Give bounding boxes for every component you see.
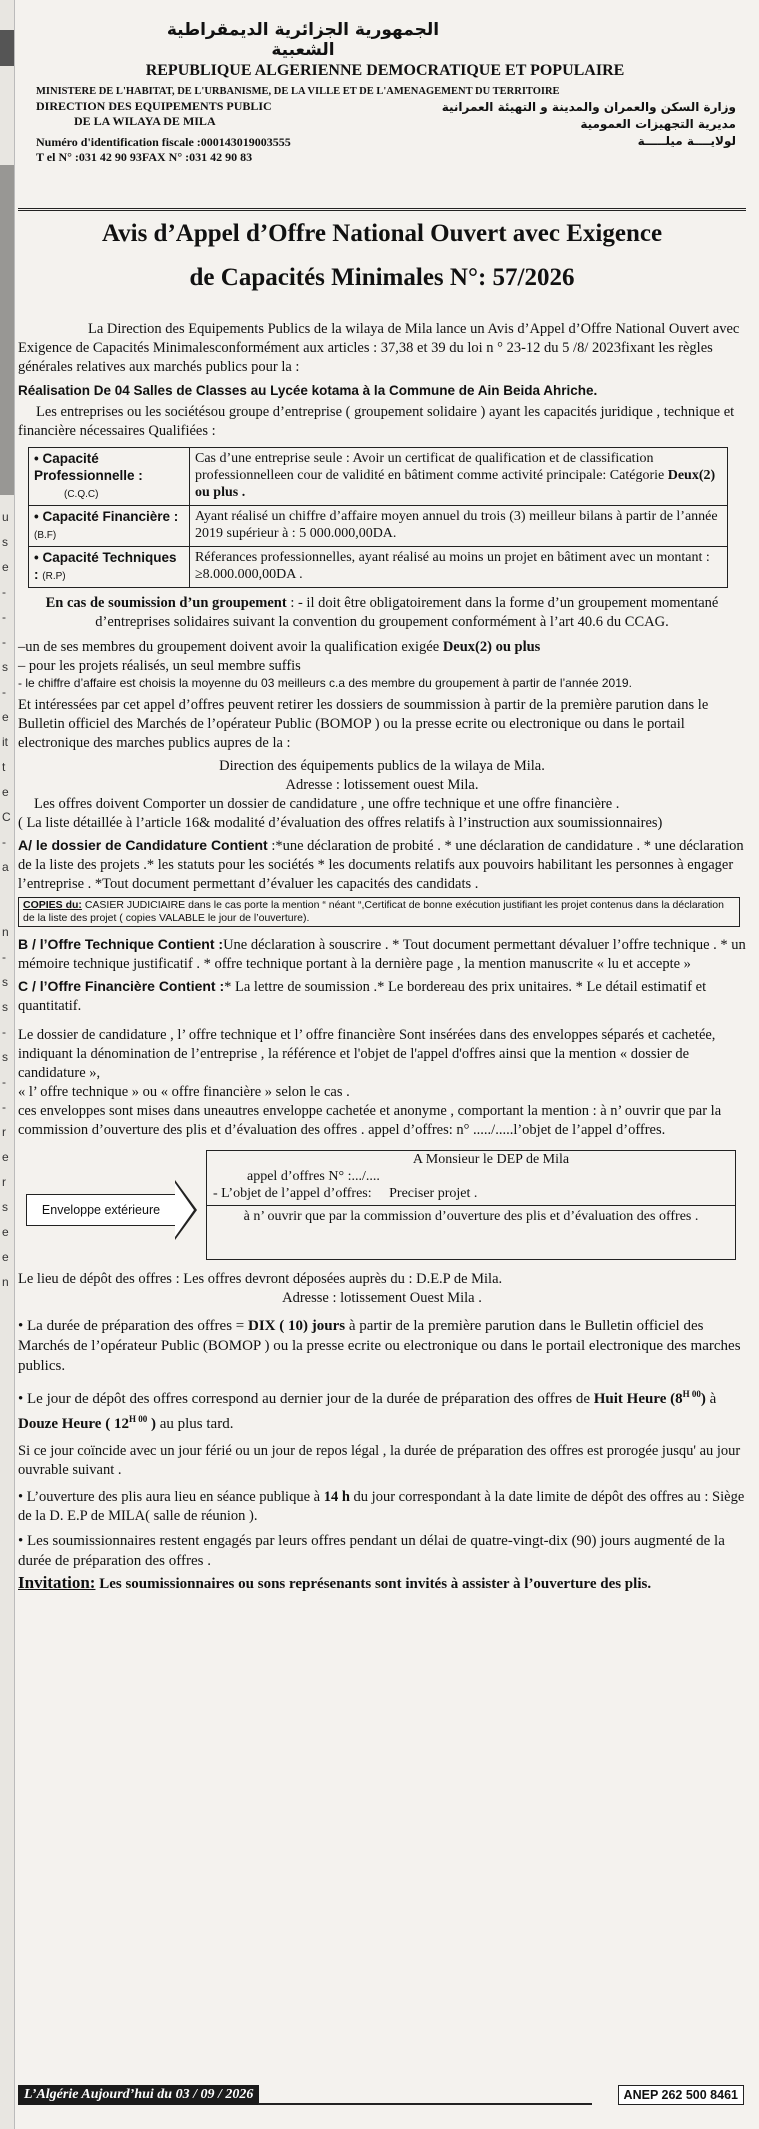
offers-content: Les offres doivent Comporter un dossier de candidature , une offre technique et une offre financière . xyxy=(34,796,620,812)
adjacent-text-fragment: - xyxy=(2,585,6,599)
adjacent-text-fragment: s xyxy=(2,975,8,989)
adjacent-text-fragment: t xyxy=(2,760,6,774)
financial-offer-paragraph: C / l’Offre Financière Contient :* La lettre de soumission .* Le bordereau des prix unitaires. * Le détail estimatif et quantitatif. xyxy=(18,978,707,1014)
arabic-republic-title: الجمهورية الجزائرية الديمقراطية الشعبية xyxy=(166,20,440,60)
adjacent-text-fragment: e xyxy=(2,1250,9,1264)
capacity-code: (C.Q.C) xyxy=(64,489,99,500)
adjacent-text-fragment: e xyxy=(2,710,9,724)
adjacent-photo-fragment xyxy=(0,165,14,495)
adjacent-text-fragment: - xyxy=(2,685,6,699)
header xyxy=(18,0,752,188)
adjacent-image-fragment xyxy=(0,30,14,66)
table-row xyxy=(29,547,728,588)
envelopes-mentions: « l’ offre technique » ou « offre financière » selon le cas . xyxy=(18,1084,350,1100)
fiscal-id: Numéro d'identification fiscale :000143019003555 xyxy=(36,135,291,149)
republic-title: REPUBLIQUE ALGERIENNE DEMOCRATIQUE ET POPULAIRE xyxy=(145,62,625,79)
adjacent-text-fragment: - xyxy=(2,610,6,624)
preparation-duration: • La durée de préparation des offres = DIX ( 10) jours à partir de la première parution dans le Bulletin officiel des Marchés de l’opérateur Public (BOMOP ) ou la presse ecrite ou electronique ou dans le portail electronique des marches publics. xyxy=(18,1318,741,1374)
eligibility-paragraph: Les entreprises ou les sociétésou groupe d’entreprise ( groupement solidaire ) ayant les capacités juridique , technique et financière nécessaires Qualifiées : xyxy=(18,404,735,439)
footer xyxy=(18,2085,752,2107)
outer-envelope-diagram xyxy=(18,1144,746,1264)
arabic-direction-block xyxy=(442,99,752,165)
technical-offer-paragraph: B / l’Offre Technique Contient :Une déclaration à souscrire . * Tout document permettant dévaluer l’offre technique . * un mémoire technique justificatif . * offre technique portant à la dernière page , la mention manuscrite « lu et accepte » xyxy=(18,936,746,972)
newspaper-date: L’Algérie Aujourd’hui du 03 / 09 / 2026 xyxy=(18,2085,259,2105)
phone-fax: T el N° :031 42 90 93FAX N° :031 42 90 83 xyxy=(36,150,253,164)
direction-line-2: DE LA WILAYA DE MILA xyxy=(74,114,216,128)
adjacent-text-fragment: u xyxy=(2,510,9,524)
footer-divider xyxy=(258,2103,592,2105)
invitation-paragraph: Invitation: Les soumissionnaires ou sons représenants sont invités à assister à l’ouverture des plis. xyxy=(18,1573,652,1592)
ministry-line: MINISTERE DE L'HABITAT, DE L'URBANISME, DE LA VILLE ET DE L'AMENAGEMENT DU TERRITOIRE xyxy=(36,86,560,97)
groupement-projects: – pour les projets réalisés, un seul membre suffis xyxy=(18,658,301,674)
adjacent-text-fragment: - xyxy=(2,950,6,964)
copies-note: COPIES du: CASIER JUDICIAIRE dans le cas porte la mention “ néant “,Certificat de bonne exécution justifiant les projet contenus dans la déclaration de la liste des projet ( copies VALABLE le jour de l’ouverture). xyxy=(18,897,740,927)
capacity-label: • Capacité Professionnelle : xyxy=(34,451,143,483)
adjacent-text-fragment: s xyxy=(2,1050,8,1064)
envelopes-paragraph: Le dossier de candidature , l’ offre technique et l’ offre financière Sont insérées dans des enveloppes séparés et cachetée, indiquant la dénomination de l’entreprise , la référence et l'objet de l'appel d'offres ainsi que la mention « dossier de candidature », xyxy=(18,1027,716,1081)
table-row xyxy=(29,506,728,547)
notice-body xyxy=(18,320,746,1594)
adjacent-text-fragment: s xyxy=(2,1200,8,1214)
groupement-turnover: - le chiffre d’affaire est choisis la moyenne du 03 meilleurs c.a des membre du groupement à partir de l’année 2019. xyxy=(18,676,632,690)
title-line-2: de Capacités Minimales N°: 57/2026 xyxy=(189,264,575,291)
adjacent-text-fragment: r xyxy=(2,1125,6,1139)
adjacent-text-fragment: - xyxy=(2,835,6,849)
adjacent-text-fragment: a xyxy=(2,860,9,874)
arabic-wilaya: لولايــــة ميلـــــة xyxy=(637,134,736,148)
anep-reference: ANEP 262 500 8461 xyxy=(618,2085,744,2105)
adjacent-text-fragment: it xyxy=(2,735,8,749)
groupement-paragraph: En cas de soumission d’un groupement : - il doit être obligatoirement dans la forme d’un groupement momentané d’entreprises solidaires suivant la convention du groupement conformément à l’art 40.6 du CCAG. xyxy=(45,595,719,630)
envelope-tender-number: appel d’offres N° :.../.... xyxy=(247,1169,380,1184)
adjacent-text-fragment: - xyxy=(2,635,6,649)
adjacent-text-fragment: - xyxy=(2,1025,6,1039)
capacity-text: Ayant réalisé un chiffre d’affaire moyen annuel du trois (3) meilleur bilans à partir de l’année 2019 supérieur à : 5 000.000,00DA. xyxy=(190,506,728,547)
project-title: Réalisation De 04 Salles de Classes au Lycée kotama à la Commune de Ain Beida Ahriche. xyxy=(18,383,598,398)
adjacent-text-fragment: n xyxy=(2,925,9,939)
adjacent-text-fragment: s xyxy=(2,660,8,674)
outer-envelope-paragraph: ces enveloppes sont mises dans uneautres enveloppe cachetée et anonyme , comportant la mention : à n’ ouvrir que par la commission d’ouverture des plis et d’évaluation des offres . appel d’offres: n° ...../.....l’objet de l’appel d’offres. xyxy=(18,1103,722,1138)
adjacent-text-fragment: - xyxy=(2,1100,6,1114)
withdrawal-paragraph: Et intéressées par cet appel d’offres peuvent retirer les dossiers de soummission à partir de la première parution dans le Bulletin officiel des Marchés de l’opérateur Public (BOMOP ) ou la presse ecrite ou electronique ou dans le portail electronique des marches publics aupres de la : xyxy=(18,697,709,751)
adjacent-text-fragment: r xyxy=(2,1175,6,1189)
tender-notice xyxy=(18,0,752,2129)
envelope-subject: - L’objet de l’appel d’offres: Preciser projet . xyxy=(213,1186,478,1201)
holiday-rule: Si ce jour coïncide avec un jour férié ou un jour de repos légal , la durée de préparation des offres est prorogée jusqu' au jour ouvrable suivant . xyxy=(18,1443,741,1478)
adjacent-text-fragment: e xyxy=(2,1150,9,1164)
adjacent-text-fragment: e xyxy=(2,785,9,799)
arabic-ministry: وزارة السكن والعمران والمدينة و التهيئة العمرانية xyxy=(441,100,736,114)
capacity-label: • Capacité Techniques : xyxy=(34,550,177,582)
adjacent-text-fragment: C xyxy=(2,810,11,824)
capacity-code: (R.P) xyxy=(42,571,66,582)
capacity-category: Deux(2) ou plus . xyxy=(195,468,716,500)
capacities-table xyxy=(28,447,728,588)
envelope-opening-mention: à n’ ouvrir que par la commission d’ouverture des plis et d’évaluation des offres . xyxy=(243,1209,699,1224)
instruction-reference: ( La liste détaillée à l’article 16& modalité d’évaluation des offres relatifs à l’instruction aux soumissionnaires) xyxy=(18,815,663,831)
deposit-day: • Le jour de dépôt des offres correspond au dernier jour de la durée de préparation des offres de Huit Heure $(8^{H 00})$ à Douze Heure ( $12^{H 00}$ ) au plus tard. xyxy=(18,1389,717,1432)
direction-line-1: DIRECTION DES EQUIPEMENTS PUBLIC xyxy=(36,99,272,113)
adjacent-text-fragment: n xyxy=(2,1275,9,1289)
title-line-1: Avis d’Appel d’Offre National Ouvert avec Exigence xyxy=(101,220,663,247)
outer-envelope-arrow: Enveloppe extérieure xyxy=(26,1194,176,1226)
direction-address: Adresse : lotissement ouest Mila. xyxy=(285,777,479,793)
notice-title xyxy=(18,208,746,299)
adjacent-text-fragment: e xyxy=(2,560,9,574)
adjacent-text-fragment: - xyxy=(2,1075,6,1089)
capacity-code: (B.F) xyxy=(34,530,57,541)
intro-paragraph: La Direction des Equipements Publics de la wilaya de Mila lance un Avis d’Appel d’Offre National Ouvert avec Exigence de Capacités Minimalesconformément aux articles : 37,38 et 39 du loi n ° 23-12 du 5 /8/ 2023fixant les règles générales relatives aux marchés publics pour la : xyxy=(18,321,740,375)
deposit-location: Le lieu de dépôt des offres : Les offres devront déposées auprès du : D.E.P de Mila. xyxy=(18,1271,503,1287)
direction-address-name: Direction des équipements publics de la wilaya de Mila. xyxy=(219,758,545,774)
direction-block xyxy=(18,99,291,165)
adjacent-text-fragment: e xyxy=(2,1225,9,1239)
capacity-label: • Capacité Financière : xyxy=(34,509,179,524)
capacity-text: Cas d’une entreprise seule : Avoir un certificat de qualification et de classification professionnelleen cour de validité en bâtiment comme activité principale: Catégorie xyxy=(195,451,668,483)
adjacent-text-fragment: s xyxy=(2,535,8,549)
envelope-addressee: A Monsieur le DEP de Mila xyxy=(412,1152,570,1167)
deposit-address: Adresse : lotissement Ouest Mila . xyxy=(282,1290,482,1306)
capacity-text: Réferances professionnelles, ayant réalisé au moins un projet en bâtiment avec un montant : ≥8.000.000,00DA . xyxy=(190,547,728,588)
groupement-qualification: –un de ses membres du groupement doivent avoir la qualification exigée Deux(2) ou plus xyxy=(18,639,541,655)
table-row xyxy=(29,448,728,506)
adjacent-column-strip xyxy=(0,0,15,2129)
validity-period: • Les soumissionnaires restent engagés par leurs offres pendant un délai de quatre-vingt-dix (90) jours augmenté de la durée de préparation des offres . xyxy=(18,1533,725,1569)
opening-session: • L’ouverture des plis aura lieu en séance publique à 14 h du jour correspondant à la date limite de dépôt des offres au : Siège de la D. E.P de MILA( salle de réunion ). xyxy=(18,1489,745,1524)
adjacent-text-fragment: s xyxy=(2,1000,8,1014)
envelope-label-box xyxy=(206,1150,736,1260)
arabic-direction: مديرية التجهيزات العمومية xyxy=(580,117,736,131)
candidature-paragraph: A/ le dossier de Candidature Contient :*une déclaration de probité . * une déclaration de candidature . * une déclaration de la liste des projets .* les statuts pour les sociétés * les documents relatifs aux pouvoirs habilitant les personnes à engager l’entreprise . *Tout document permettant d’évaluer les capacités des candidats . xyxy=(18,837,744,892)
